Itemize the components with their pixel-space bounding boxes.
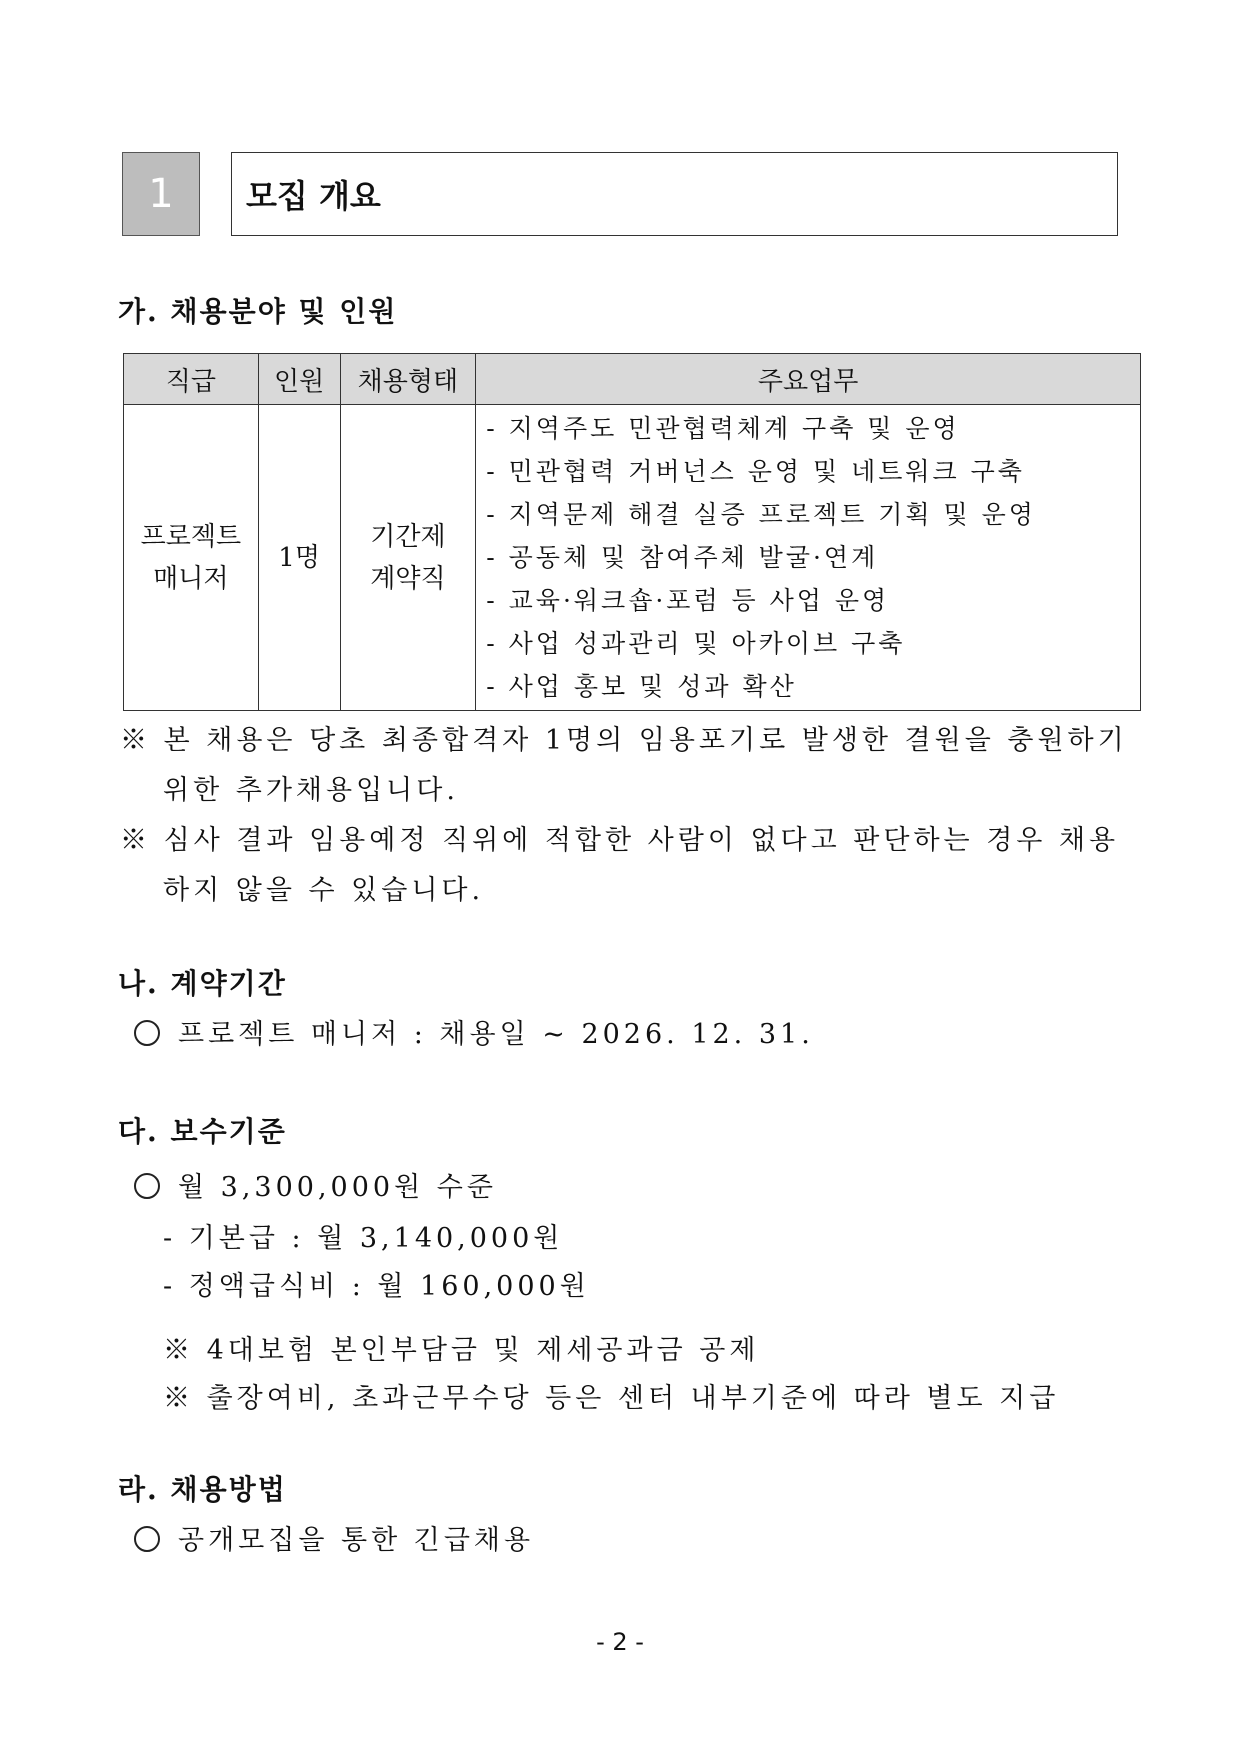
duty-item: - 사업 홍보 및 성과 확산 — [486, 672, 797, 701]
header-headcount: 인원 — [258, 354, 340, 405]
bullet-circle-icon — [134, 1020, 160, 1046]
recruitment-method-item — [134, 1518, 534, 1557]
table-header-row — [124, 354, 1141, 405]
salary-text: 월 3,300,000원 수준 — [178, 1172, 497, 1203]
table-row — [124, 405, 1141, 711]
position-line1: 프로젝트 — [140, 521, 242, 552]
section-title-box — [231, 152, 1118, 236]
cell-employment-type — [340, 405, 476, 711]
type-line1: 기간제 — [370, 521, 446, 552]
header-employment-type: 채용형태 — [340, 354, 476, 405]
note-additional-recruitment-line2: 위한 추가채용입니다. — [163, 775, 459, 806]
note-no-hire-line1: ※ 심사 결과 임용예정 직위에 적합한 사람이 없다고 판단하는 경우 채용 — [120, 825, 1120, 856]
salary-item — [134, 1165, 497, 1204]
note-no-hire-line2: 하지 않을 수 있습니다. — [163, 875, 485, 906]
duty-item: - 사업 성과관리 및 아카이브 구축 — [486, 629, 906, 658]
page-number: - 2 - — [596, 1628, 644, 1656]
heading-contract-period: 나. 계약기간 — [118, 967, 287, 1000]
section-number: 1 — [148, 171, 174, 217]
duty-item: - 지역주도 민관협력체계 구축 및 운영 — [486, 414, 960, 443]
salary-note-insurance: ※ 4대보험 본인부담금 및 제세공과금 공제 — [163, 1335, 760, 1366]
contract-period-text: 프로젝트 매니저 : 채용일 ~ 2026. 12. 31. — [178, 1019, 814, 1050]
salary-meal-allowance: - 정액급식비 : 월 160,000원 — [163, 1271, 590, 1302]
cell-headcount — [258, 405, 340, 711]
bullet-circle-icon — [134, 1173, 160, 1199]
salary-base-pay: - 기본급 : 월 3,140,000원 — [163, 1223, 564, 1254]
duty-item: - 민관협력 거버넌스 운영 및 네트워크 구축 — [486, 457, 1025, 486]
bullet-circle-icon — [134, 1526, 160, 1552]
duty-item: - 공동체 및 참여주체 발굴·연계 — [486, 543, 879, 572]
section-title: 모집 개요 — [246, 177, 381, 215]
cell-position — [124, 405, 259, 711]
heading-salary: 다. 보수기준 — [118, 1115, 287, 1148]
heading-recruitment-field: 가. 채용분야 및 인원 — [118, 295, 398, 328]
duty-item: - 교육·워크숍·포럼 등 사업 운영 — [486, 586, 890, 615]
duty-item: - 지역문제 해결 실증 프로젝트 기획 및 운영 — [486, 500, 1036, 529]
contract-period-item — [134, 1012, 814, 1051]
header-main-duties: 주요업무 — [476, 354, 1141, 405]
header-position: 직급 — [124, 354, 259, 405]
note-additional-recruitment-line1: ※ 본 채용은 당초 최종합격자 1명의 임용포기로 발생한 결원을 충원하기 — [120, 725, 1128, 756]
section-number-box — [122, 152, 200, 236]
position-line2: 매니저 — [153, 563, 229, 594]
heading-recruitment-method: 라. 채용방법 — [118, 1473, 287, 1506]
salary-note-travel: ※ 출장여비, 초과근무수당 등은 센터 내부기준에 따라 별도 지급 — [163, 1383, 1060, 1414]
recruitment-table — [123, 353, 1141, 711]
cell-main-duties — [476, 405, 1141, 711]
headcount-value: 1명 — [278, 542, 320, 573]
type-line2: 계약직 — [370, 563, 446, 594]
recruitment-method-text: 공개모집을 통한 긴급채용 — [178, 1525, 535, 1556]
